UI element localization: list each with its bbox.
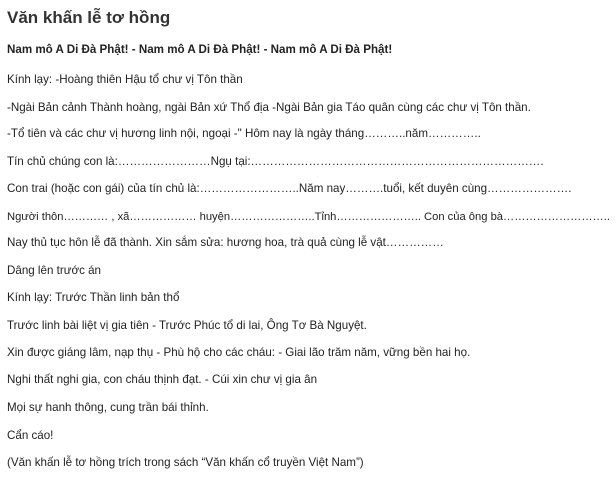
prayer-line: Kính lạy: Trước Thần linh bản thổ [7,291,180,304]
prayer-line: Tín chủ chúng con là:……………………Ngụ tại:…………………………………………………………………. [7,155,544,168]
prayer-line: -Ngài Bản cảnh Thành hoàng, ngài Bản xứ Thổ địa -Ngài Bản gia Táo quân cùng các chư vị Tôn thần. [7,101,531,114]
prayer-line: Người thôn………… , xã……………… huyện…………………..Tỉnh………………….. Con của ông bà……………………….. [7,211,610,223]
prayer-line: -Tổ tiên và các chư vị hương linh nội, ngoại -" Hôm nay là ngày tháng………..năm………….. [7,127,481,140]
prayer-line: Nay thủ tục hôn lễ đã thành. Xin sắm sửa: hương hoa, trà quả cùng lễ vật…………… [7,236,444,249]
prayer-line: Mọi sự hanh thông, cung trần bái thỉnh. [7,401,209,414]
prayer-line: Trước linh bài liệt vị gia tiên - Trước Phúc tổ di lai, Ông Tơ Bà Nguyệt. [7,319,367,332]
prayer-line: Dâng lên trước án [7,264,101,277]
prayer-line: Kính lạy: -Hoàng thiên Hậu tổ chư vị Tôn thần [7,73,243,86]
prayer-line: Cẩn cáo! [7,429,54,442]
prayer-line: Nam mô A Di Đà Phật! - Nam mô A Di Đà Phật! - Nam mô A Di Đà Phật! [7,43,393,56]
article-title: Văn khấn lễ tơ hồng [7,8,171,27]
prayer-line: Con trai (hoặc con gái) của tín chủ là:……………………..Năm nay……….tuổi, kết duyên cùng…………………. [7,182,572,195]
source-citation: (Văn khấn lễ tơ hồng trích trong sách “Văn khấn cổ truyền Việt Nam”) [7,456,364,469]
prayer-line: Nghi thất nghi gia, con cháu thịnh đạt. - Cúi xin chư vị gia ân [7,373,318,386]
prayer-line: Xin được giáng lâm, nạp thụ - Phù hộ cho các cháu: - Giai lão trăm năm, vững bền hai họ. [7,346,471,359]
